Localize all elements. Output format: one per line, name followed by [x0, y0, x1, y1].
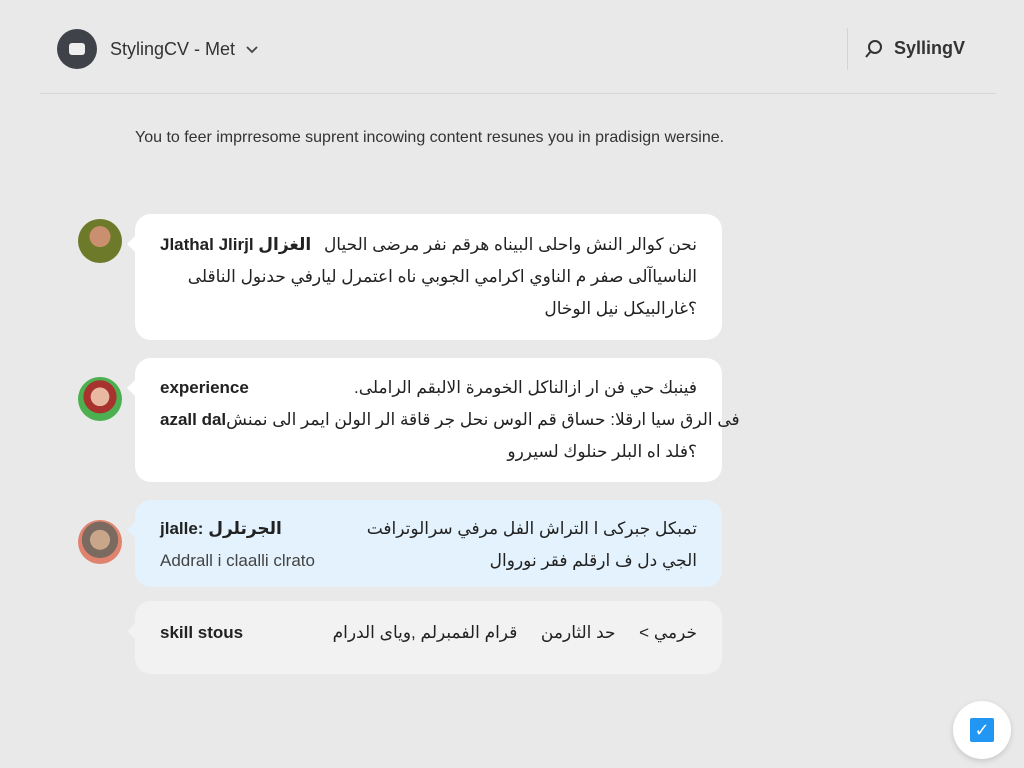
divider — [847, 28, 848, 70]
app-logo-icon[interactable] — [57, 29, 97, 69]
header-divider — [40, 93, 996, 94]
message-text: تمبكل جبركى ا التراش الفل مرفي سرالوترافت — [366, 519, 697, 538]
message-text: Addrall i claalli clrato — [160, 551, 315, 570]
message-text: فينبك حي فن ار ازالناكل الخومرة الالبقم الراملى. — [353, 378, 697, 397]
message-bubble — [135, 358, 740, 482]
sender-name: azall dal — [160, 410, 227, 429]
search-icon — [864, 39, 884, 59]
message-text: نحن كوالر النش واحلى البيناه هرقم نفر مرضى الحيال — [323, 235, 697, 254]
message-text: الناسياآلى صفر م الناوي اكرامي الجوبي ناه اعتمرل ليارفي حدنول الناقلى — [187, 267, 697, 286]
message-text: ؟غارالبيكل نيل الوخال — [544, 299, 697, 318]
message-text: خرمي > حد الثارمن قرام الفمبرلم ,وياى الدرام — [332, 623, 697, 642]
avatar[interactable] — [78, 377, 122, 421]
app-title: StylingCV - Met — [110, 39, 236, 59]
avatar[interactable] — [78, 520, 122, 564]
search-button[interactable] — [864, 38, 965, 59]
message-text: الجي دل ف ارقلم فقر نوروال — [489, 551, 697, 570]
message-text: ؟فلد اه البلر حنلوك لسيررو — [507, 442, 697, 461]
message-bubble — [135, 601, 722, 674]
chevron-down-icon — [245, 45, 259, 55]
sender-name: skill stous — [160, 623, 244, 642]
sender-name: experience — [160, 378, 249, 397]
sender-name: jlalle: الجرتلرل — [160, 519, 282, 538]
message-bubble — [135, 214, 722, 340]
checkbox-checked-icon: ✓ — [970, 718, 994, 742]
workspace-switcher[interactable] — [110, 39, 259, 60]
sender-name: Jlathal Jlirjl الغزال — [160, 235, 312, 254]
checkbox-button[interactable] — [953, 701, 1011, 759]
message-text: فى الرق سيا ارقلا: حساق قم الوس نحل جر قاقة الر الولن ايمر الى نمنش — [226, 410, 740, 429]
intro-text: You to feer imprresome suprent incowing content resunes you in pradisign wersine. — [135, 129, 725, 146]
search-label: SyllingV — [894, 38, 966, 58]
message-bubble-highlighted — [135, 500, 722, 587]
avatar[interactable] — [78, 219, 122, 263]
